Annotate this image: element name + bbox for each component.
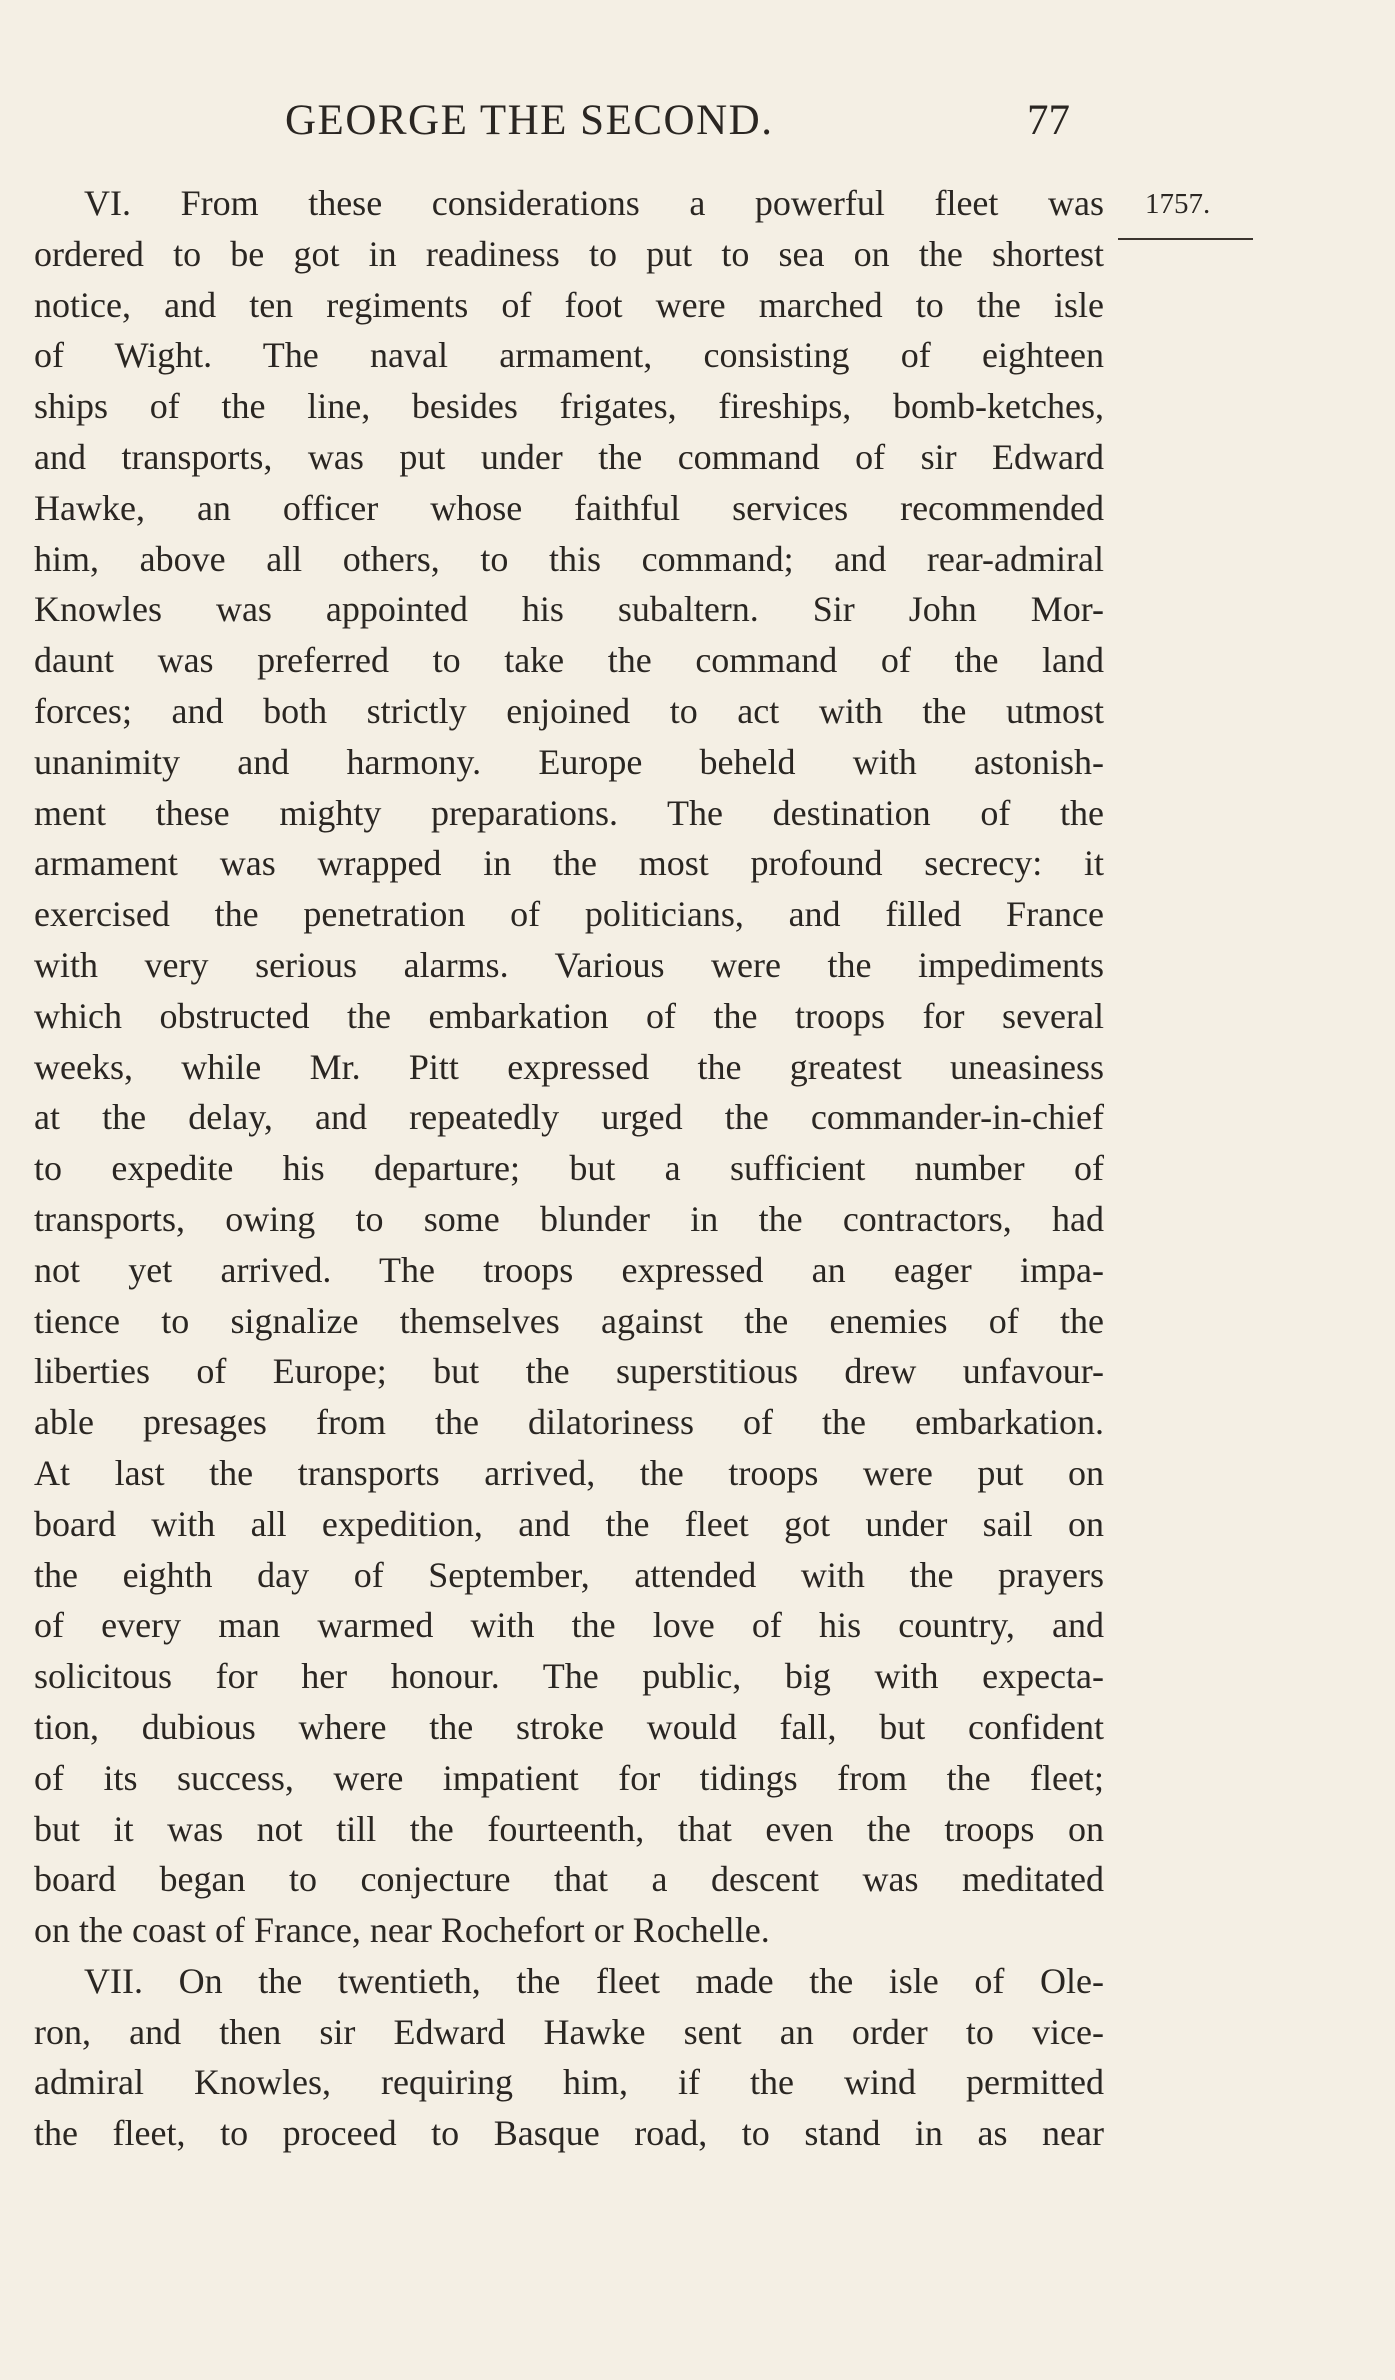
text-line: admiral Knowles, requiring him, if the wind permitted: [34, 2062, 1104, 2103]
margin-year-note: 1757.: [1145, 188, 1211, 220]
text-line: of every man warmed with the love of his country, and: [34, 1605, 1104, 1646]
text-line: daunt was preferred to take the command of the land: [34, 640, 1104, 681]
text-line: to expedite his departure; but a sufficient number of: [34, 1148, 1104, 1189]
running-head: [285, 96, 1070, 156]
text-line: tion, dubious where the stroke would fall, but confident: [34, 1706, 1104, 1747]
text-line: Knowles was appointed his subaltern. Sir John Mor-: [34, 589, 1104, 630]
text-line: forces; and both strictly enjoined to act with the utmost: [34, 690, 1104, 731]
text-line: and transports, was put under the command of sir Edward: [34, 436, 1104, 477]
text-line: exercised the penetration of politicians, and filled France: [34, 894, 1104, 935]
text-line: ron, and then sir Edward Hawke sent an order to vice-: [34, 2011, 1104, 2052]
text-line: tience to signalize themselves against the enemies of the: [34, 1300, 1104, 1341]
text-line: ordered to be got in readiness to put to sea on the shortest: [34, 233, 1104, 274]
text-line: liberties of Europe; but the superstitious drew unfavour-: [34, 1351, 1104, 1392]
running-head-title: GEORGE THE SECOND.: [285, 97, 774, 144]
text-line: transports, owing to some blunder in the contractors, had: [34, 1198, 1104, 1239]
text-line: not yet arrived. The troops expressed an eager impa-: [34, 1249, 1104, 1290]
text-line: solicitous for her honour. The public, big with expecta-: [34, 1656, 1104, 1697]
text-line: ships of the line, besides frigates, fireships, bomb-ketches,: [34, 386, 1104, 427]
text-line: board began to conjecture that a descent was meditated: [34, 1859, 1104, 1900]
text-line: on the coast of France, near Rochefort or Rochelle.: [34, 1910, 770, 1951]
text-line: armament was wrapped in the most profound secrecy: it: [34, 843, 1104, 884]
text-line: weeks, while Mr. Pitt expressed the greatest uneasiness: [34, 1046, 1104, 1087]
margin-rule: [1118, 238, 1253, 240]
text-line: of its success, were impatient for tidings from the fleet;: [34, 1757, 1104, 1798]
text-line: board with all expedition, and the fleet got under sail on: [34, 1503, 1104, 1544]
text-line: unanimity and harmony. Europe beheld with astonish-: [34, 741, 1104, 782]
text-line: but it was not till the fourteenth, that even the troops on: [34, 1808, 1104, 1849]
text-line: ment these mighty preparations. The destination of the: [34, 792, 1104, 833]
text-line: notice, and ten regiments of foot were marched to the isle: [34, 284, 1104, 325]
text-line: at the delay, and repeatedly urged the commander-in-chief: [34, 1097, 1104, 1138]
text-line: able presages from the dilatoriness of the embarkation.: [34, 1402, 1104, 1443]
text-line: the fleet, to proceed to Basque road, to stand in as near: [34, 2113, 1104, 2154]
text-line: which obstructed the embarkation of the troops for several: [34, 995, 1104, 1036]
text-line: the eighth day of September, attended with the prayers: [34, 1554, 1104, 1595]
body-text: [34, 178, 1104, 2159]
text-line: At last the transports arrived, the troops were put on: [34, 1452, 1104, 1493]
text-line: with very serious alarms. Various were the impediments: [34, 944, 1104, 985]
page-number: 77: [1027, 97, 1070, 144]
text-line: VII. On the twentieth, the fleet made the isle of Ole-: [84, 1960, 1104, 2001]
text-line: of Wight. The naval armament, consisting of eighteen: [34, 335, 1104, 376]
text-line: him, above all others, to this command; and rear-admiral: [34, 538, 1104, 579]
text-line: VI. From these considerations a powerful fleet was: [84, 183, 1104, 223]
text-line: Hawke, an officer whose faithful services recommended: [34, 487, 1104, 528]
